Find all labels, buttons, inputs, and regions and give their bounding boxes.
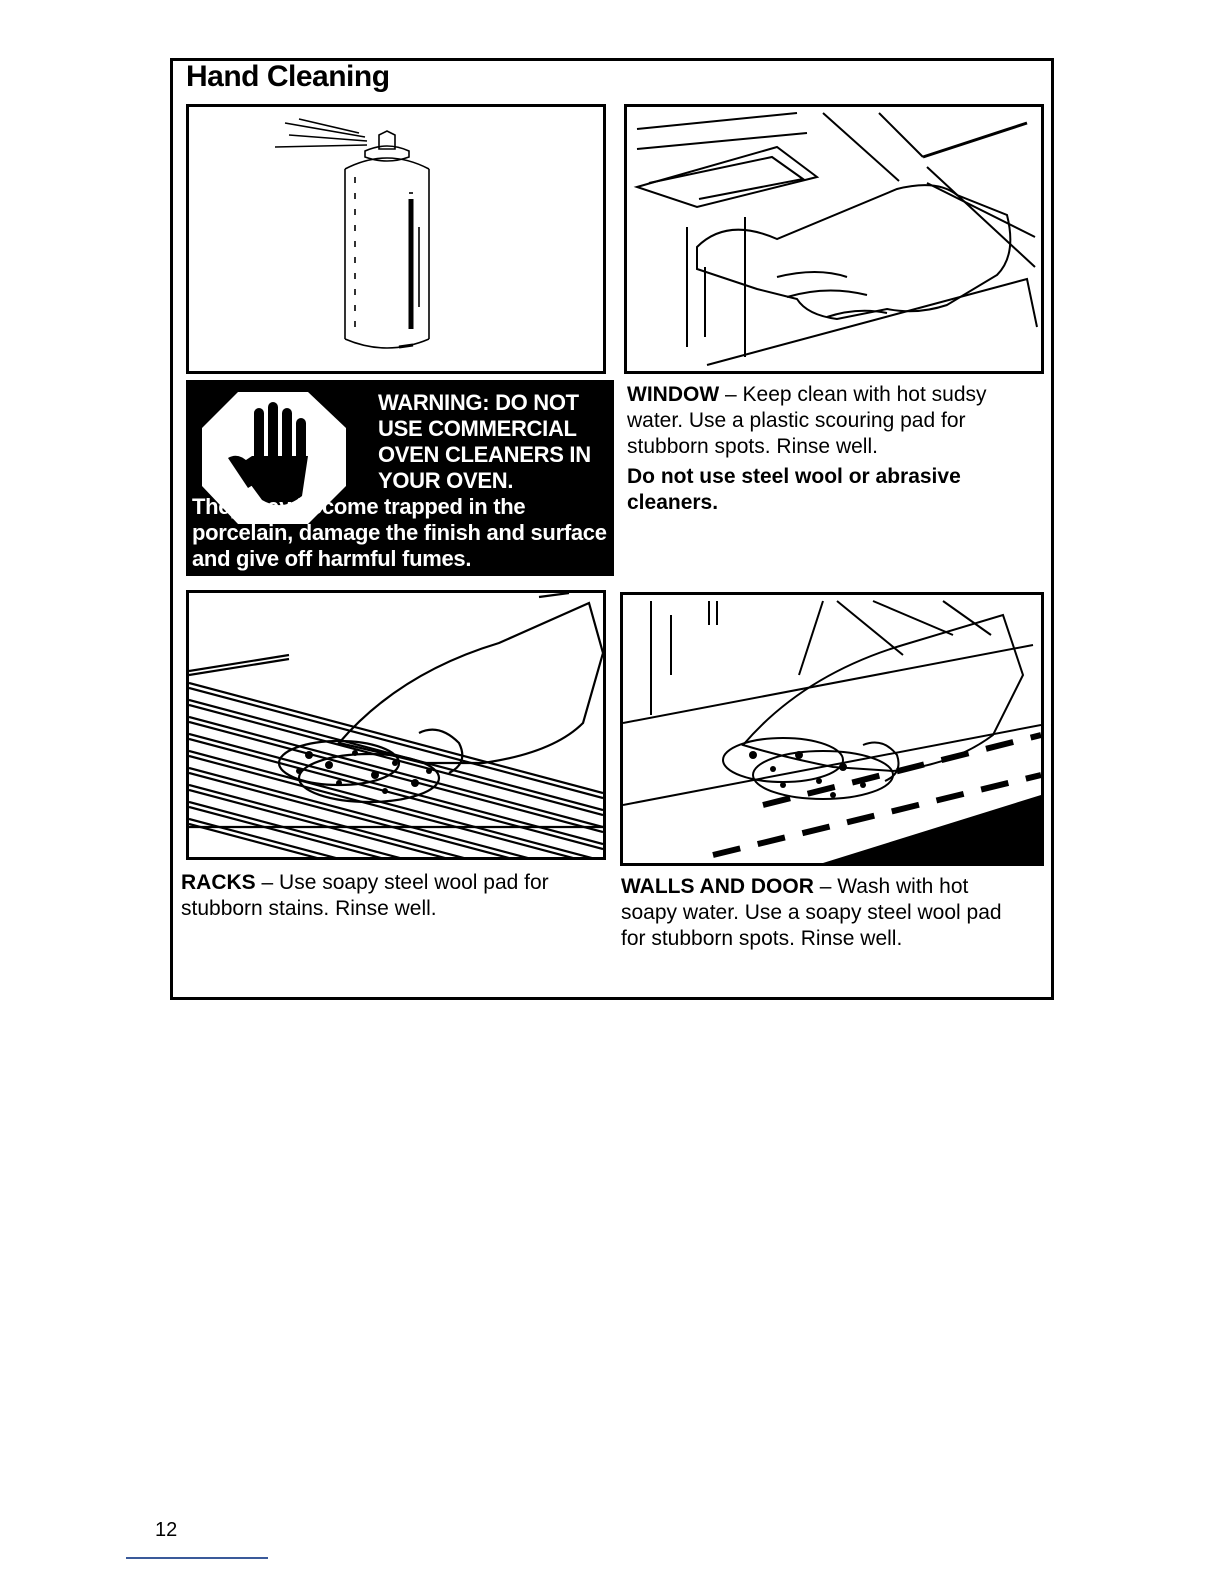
aerosol-can-icon [189, 107, 603, 371]
window-text: – Keep clean with hot sudsy water. Use a plastic scouring pad for stubborn spots. Rinse well. [627, 383, 987, 458]
aerosol-can-panel [186, 104, 606, 374]
window-heading: WINDOW [627, 383, 720, 406]
window-panel [624, 104, 1044, 374]
walls-panel [620, 592, 1044, 866]
walls-heading: WALLS AND DOOR [621, 875, 814, 898]
warning-body: They may become trapped in the porcelain, damage the finish and surface and give off harmful fumes. [192, 494, 607, 571]
footer-rule [126, 1557, 268, 1559]
window-instructions [627, 382, 1027, 460]
walls-instructions [621, 874, 1021, 952]
racks-panel [186, 590, 606, 860]
racks-instructions [181, 870, 591, 922]
racks-heading: RACKS [181, 871, 256, 894]
racks-text: – Use soapy steel wool pad for stubborn stains. Rinse well. [181, 871, 549, 920]
window-caution: Do not use steel wool or abrasive cleaners. [627, 465, 961, 514]
warning-headline: WARNING: DO NOT USE COMMERCIAL OVEN CLEANERS IN YOUR OVEN. [378, 390, 591, 493]
hand-scrubbing-oven-wall-icon [623, 595, 1041, 863]
warning-box [186, 380, 614, 576]
page-title: Hand Cleaning [186, 60, 390, 93]
hand-wiping-window-icon [627, 107, 1041, 371]
walls-text: – Wash with hot soapy water. Use a soapy steel wool pad for stubborn spots. Rinse well. [621, 875, 1002, 950]
page-number: 12 [155, 1519, 178, 1541]
hand-scrubbing-rack-icon [189, 593, 603, 857]
